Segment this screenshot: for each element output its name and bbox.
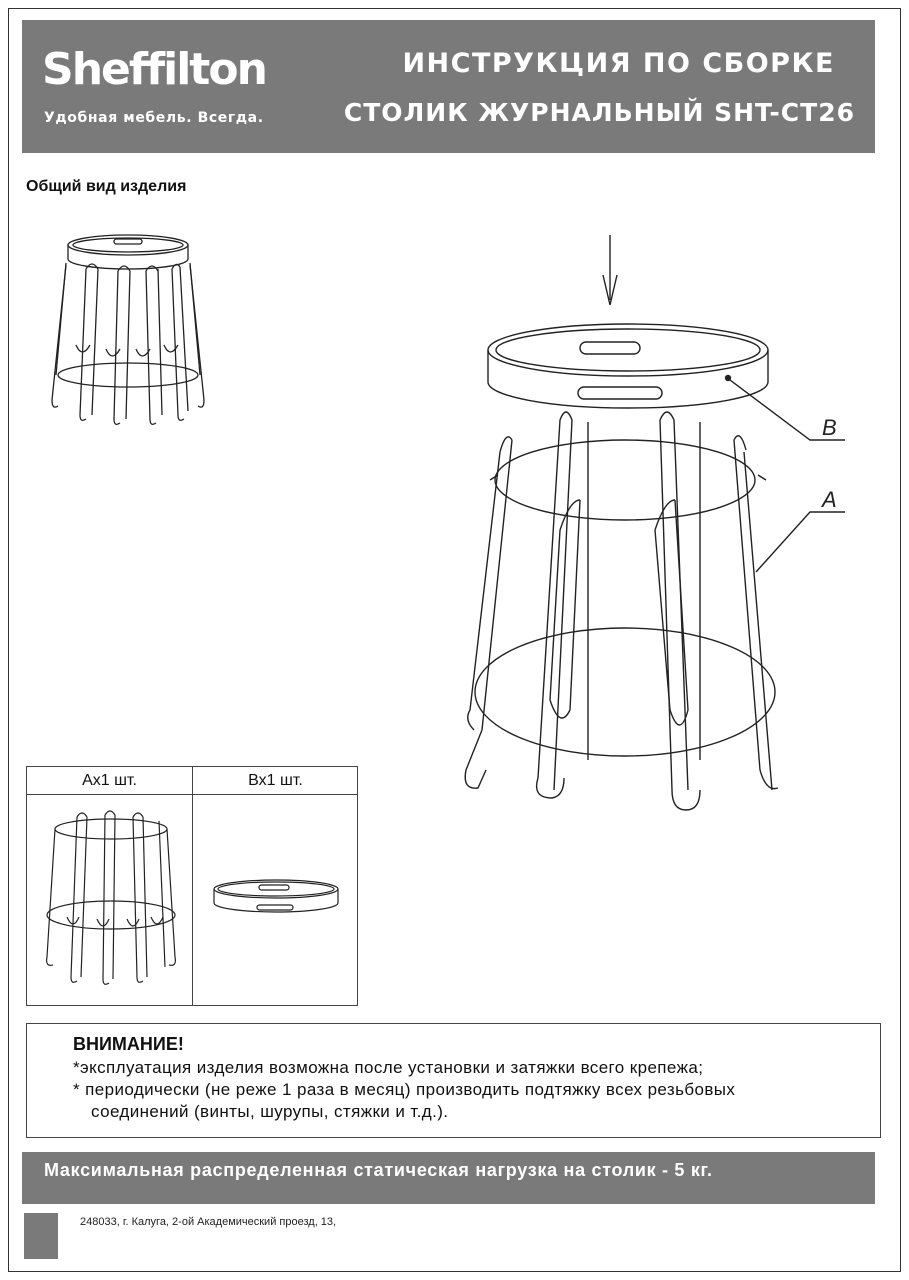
warning-line-3: соединений (винты, шурупы, стяжки и т.д.). <box>91 1102 449 1121</box>
part-label-b: B <box>822 415 837 440</box>
arrow-down-icon <box>603 235 617 305</box>
part-b-illustration <box>211 879 341 929</box>
brand-logo: Sheffilton <box>42 44 266 95</box>
max-load-note: Максимальная распределенная статическая нагрузка на столик - 5 кг. <box>22 1152 875 1204</box>
brand-tagline: Удобная мебель. Всегда. <box>44 110 264 126</box>
parts-column-b: Вх1 шт. <box>193 767 358 795</box>
leader-line-a <box>756 512 845 572</box>
parts-column-a: Ах1 шт. <box>27 767 192 795</box>
tray-top <box>488 324 768 408</box>
overview-title: Общий вид изделия <box>26 178 187 195</box>
overview-illustration <box>46 225 211 425</box>
header-banner <box>22 20 875 153</box>
footer-address: 248033, г. Калуга, 2-ой Академический проезд, 13, <box>80 1216 337 1228</box>
assembly-illustration <box>460 230 860 830</box>
parts-table <box>26 766 358 1006</box>
warning-line-2: * периодически (не реже 1 раза в месяц) производить подтяжку всех резьбовых <box>73 1080 736 1099</box>
part-a-illustration <box>41 807 181 987</box>
warning-box <box>26 1023 881 1138</box>
document-title: ИНСТРУКЦИЯ ПО СБОРКЕ <box>402 48 835 79</box>
product-title: СТОЛИК ЖУРНАЛЬНЫЙ SHT-CT26 <box>343 98 855 127</box>
wire-frame <box>465 412 778 810</box>
part-label-a: A <box>822 487 837 512</box>
table-divider <box>192 767 193 1005</box>
warning-title: ВНИМАНИЕ! <box>73 1034 184 1054</box>
warning-line-1: *эксплуатация изделия возможна после установки и затяжки всего крепежа; <box>73 1058 704 1077</box>
footer-block <box>24 1213 58 1259</box>
